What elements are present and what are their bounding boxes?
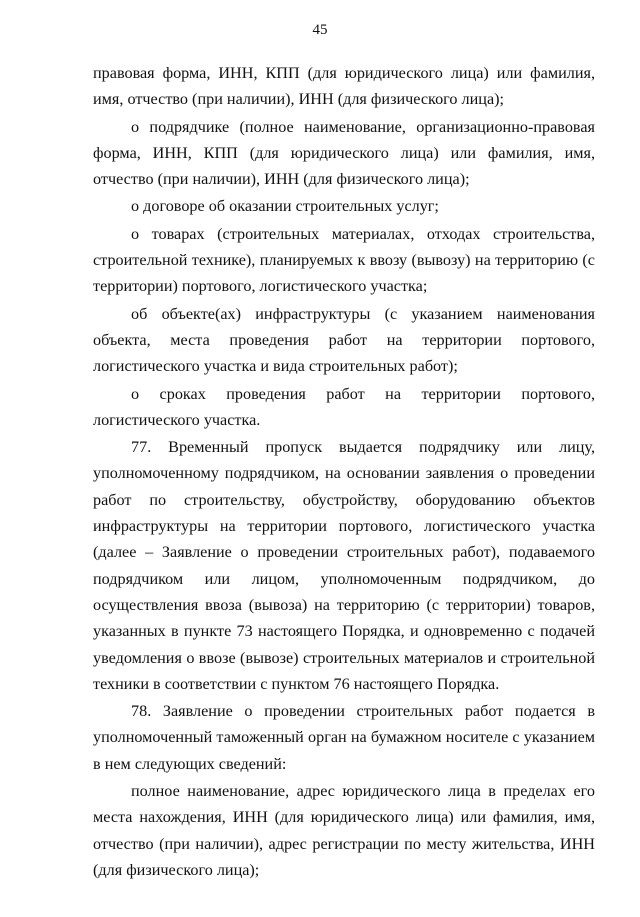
paragraph-contract-info: о договоре об оказании строительных услуг; bbox=[131, 197, 439, 216]
paragraph-item-78: 78. Заявление о проведении строительных работ подается в уполномоченный таможенный орган на бумажном носителе с указанием в нем следующих сведений: bbox=[93, 702, 595, 773]
paragraph-legal-form-continuation: правовая форма, ИНН, КПП (для юридического лица) или фамилия, имя, отчество (при наличии), ИНН (для физического лица); bbox=[93, 64, 595, 109]
paragraph-goods-info: о товарах (строительных материалах, отходах строительства, строительной технике), планируемых к ввозу (вывозу) на территорию (с территории) портового, логистического участка; bbox=[93, 224, 595, 296]
paragraph-infrastructure-info: об объекте(ах) инфраструктуры (с указанием наименования объекта, места проведения работ на территории портового, логистического участка и вида строительных работ); bbox=[93, 304, 595, 376]
page-number: 45 bbox=[312, 22, 328, 38]
paragraph-contractor-info: о подрядчике (полное наименование, организационно-правовая форма, ИНН, КПП (для юридического лица) или фамилия, имя, отчество (при наличии), ИНН (для физического лица); bbox=[93, 117, 595, 189]
document-body bbox=[93, 60, 595, 883]
paragraph-work-period: о сроках проведения работ на территории портового, логистического участка. bbox=[93, 384, 595, 429]
paragraph-item-77: 77. Временный пропуск выдается подрядчику или лицу, уполномоченному подрядчиком, на основании заявления о проведении работ по строительству, обустройству, оборудованию объектов инфраструктуры на территории портового, логистического участка (далее – Заявление о проведении строительных работ), подаваемого подрядчиком или лицом, уполномоченным подрядчиком, до осуществления ввоза (вывоза) на территорию (с территории) товаров, указанных в пункте 73 настоящего Порядка, и одновременно с подачей уведомления о ввозе (вывозе) строительных материалов и строительной техники в соответствии с пунктом 76 настоящего Порядка. bbox=[93, 438, 595, 693]
paragraph-full-name-info: полное наименование, адрес юридического лица в пределах его места нахождения, ИНН (для юридического лица) или фамилия, имя, отчество (при наличии), адрес регистрации по месту жительства, ИНН (для физического лица); bbox=[93, 782, 595, 879]
